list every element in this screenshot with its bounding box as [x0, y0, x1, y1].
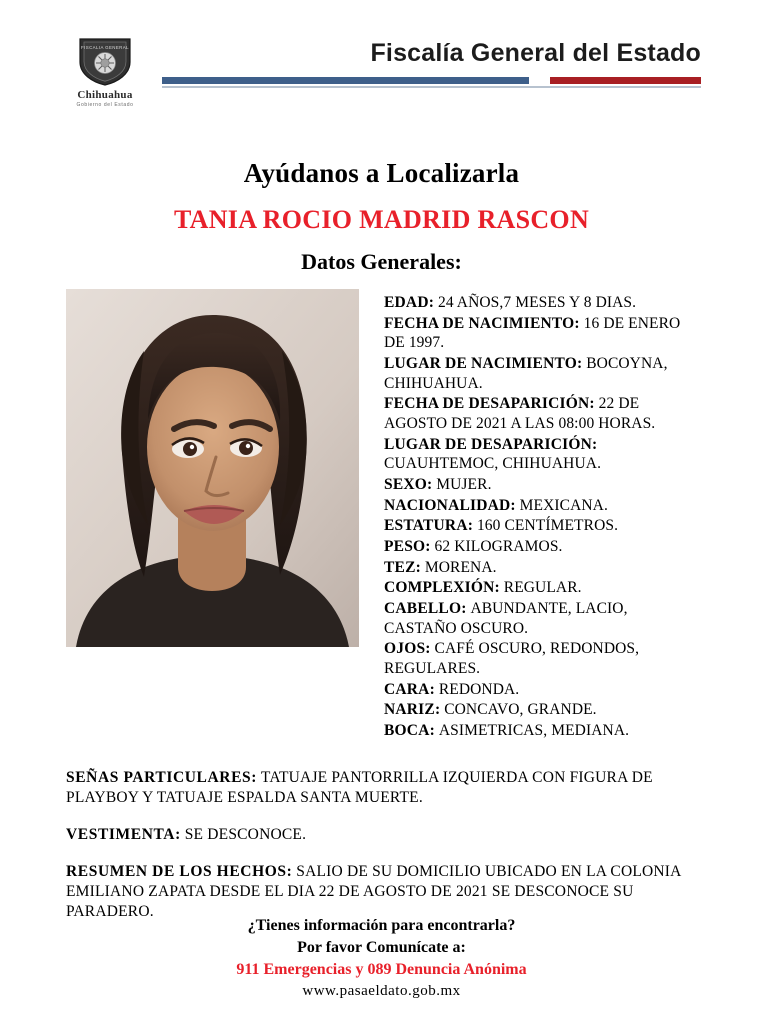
header-rule-gap: [529, 77, 551, 84]
detail-row: [384, 435, 701, 474]
detail-row: [384, 475, 701, 495]
footer-phone-numbers: 911 Emergencias y 089 Denuncia Anónima: [236, 961, 527, 978]
detail-row: [384, 578, 701, 598]
details-list: [362, 289, 701, 742]
detail-value: MORENA.: [424, 558, 497, 576]
detail-label: LUGAR DE NACIMIENTO:: [384, 355, 583, 373]
detail-value: MEXICANA.: [519, 496, 608, 514]
note-value: SE DESCONOCE.: [184, 826, 307, 844]
detail-value: BOCOYNA, CHIHUAHUA.: [384, 355, 668, 392]
detail-value: CUAUHTEMOC, CHIHUAHUA.: [384, 455, 602, 473]
detail-label: SEXO:: [384, 476, 433, 494]
detail-value: 62 KILOGRAMOS.: [434, 538, 563, 556]
detail-row: [384, 680, 701, 700]
detail-label: COMPLEXIÓN:: [384, 579, 500, 597]
detail-value: REDONDA.: [438, 680, 520, 698]
note-label: VESTIMENTA:: [66, 826, 181, 844]
note-value: SALIO DE SU DOMICILIO UBICADO EN LA COLONIA EMILIANO ZAPATA DESDE EL DIA 22 DE AGOSTO DE 2021 SE DESCONOCE SU PARADERO.: [66, 863, 681, 921]
detail-value: 24 AÑOS,7 MESES Y 8 DIAS.: [437, 294, 637, 311]
detail-label: FECHA DE NACIMIENTO:: [384, 314, 580, 332]
note-value: TATUAJE PANTORRILLA IZQUIERDA CON FIGURA DE PLAYBOY Y TATUAJE ESPALDA SANTA MUERTE.: [66, 768, 653, 806]
header-rule: [162, 77, 701, 84]
footer-instruction: Por favor Comunícate a:: [297, 939, 466, 956]
poster-header: [62, 34, 701, 120]
detail-row: [384, 599, 701, 638]
detail-row: [384, 639, 701, 678]
detail-label: CABELLO:: [384, 600, 467, 618]
header-rule-blue: [162, 77, 529, 84]
government-crest: [62, 34, 148, 108]
detail-row: [384, 721, 701, 741]
detail-value: ASIMETRICAS, MEDIANA.: [438, 722, 630, 740]
note-clothing: [66, 825, 697, 845]
poster-footer: [0, 917, 763, 1000]
detail-row: [384, 700, 701, 720]
detail-label: PESO:: [384, 538, 431, 556]
institution-title: Fiscalía General del Estado: [370, 39, 701, 67]
footer-website[interactable]: www.pasaeldato.gob.mx: [302, 983, 461, 999]
detail-value: ABUNDANTE, LACIO, CASTAÑO OSCURO.: [384, 600, 628, 637]
notes-section: [62, 768, 701, 923]
detail-label: EDAD:: [384, 294, 435, 311]
detail-label: CARA:: [384, 680, 435, 698]
detail-row: [384, 516, 701, 536]
note-label: SEÑAS PARTICULARES:: [66, 768, 258, 786]
header-rule-red: [550, 77, 701, 84]
detail-value: 16 DE ENERO DE 1997.: [384, 314, 681, 352]
detail-row: [384, 293, 701, 313]
note-summary: [66, 862, 697, 922]
detail-label: FECHA DE DESAPARICIÓN:: [384, 395, 595, 413]
detail-value: REGULAR.: [503, 579, 582, 597]
detail-label: BOCA:: [384, 722, 435, 740]
note-label: RESUMEN DE LOS HECHOS:: [66, 863, 293, 881]
page-title: Ayúdanos a Localizarla: [243, 158, 520, 188]
detail-value: 22 DE AGOSTO DE 2021 A LAS 08:00 HORAS.: [384, 395, 656, 433]
crest-state-name: Chihuahua: [77, 89, 133, 101]
detail-label: NARIZ:: [384, 701, 441, 719]
detail-row: [384, 537, 701, 557]
detail-row: [384, 314, 701, 353]
person-name: TANIA ROCIO MADRID RASCON: [173, 205, 590, 234]
svg-text:FISCALIA GENERAL: FISCALIA GENERAL: [81, 45, 129, 50]
detail-value: CAFÉ OSCURO, REDONDOS, REGULARES.: [384, 640, 640, 678]
poster-body: [62, 289, 701, 742]
shield-icon: [76, 36, 134, 86]
detail-label: OJOS:: [384, 640, 431, 658]
detail-row: [384, 496, 701, 516]
detail-label: TEZ:: [384, 558, 421, 576]
note-distinguishing-marks: [66, 768, 697, 808]
header-rule-thin: [162, 86, 701, 88]
detail-value: 160 CENTÍMETROS.: [476, 517, 619, 535]
crest-state-sub: Gobierno del Estado: [76, 102, 134, 108]
detail-row: [384, 354, 701, 393]
detail-value: CONCAVO, GRANDE.: [444, 701, 597, 719]
detail-label: LUGAR DE DESAPARICIÓN:: [384, 435, 598, 453]
detail-row: [384, 394, 701, 433]
header-title-block: [148, 34, 701, 88]
detail-value: MUJER.: [436, 476, 492, 494]
footer-question: ¿Tienes información para encontrarla?: [247, 917, 516, 934]
detail-label: ESTATURA:: [384, 517, 474, 535]
photo-column: [62, 289, 362, 647]
section-title: Datos Generales:: [301, 249, 462, 274]
detail-label: NACIONALIDAD:: [384, 496, 516, 514]
person-photo: [66, 289, 359, 647]
detail-row: [384, 558, 701, 578]
